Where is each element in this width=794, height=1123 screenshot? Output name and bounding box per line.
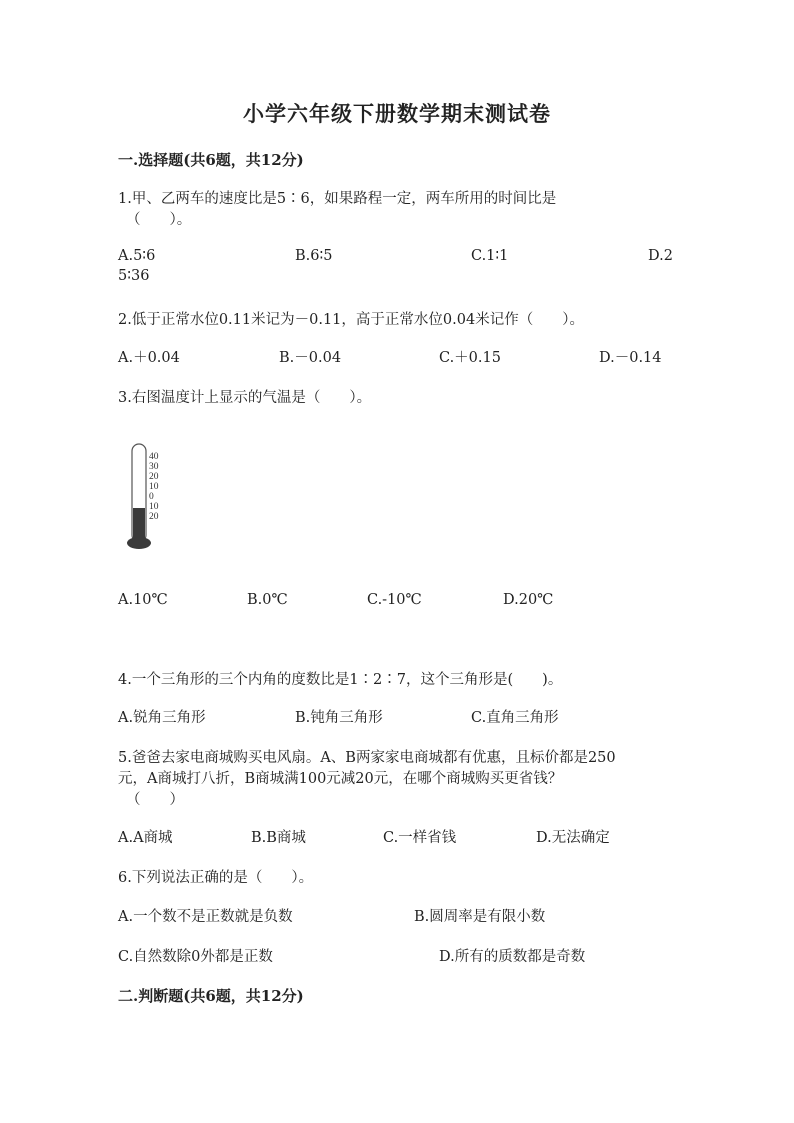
q5-option-a[interactable]: A.A商城 xyxy=(118,830,173,846)
question-5-text-line1: 5.爸爸去家电商城购买电风扇。A、B两家家电商城都有优惠，且标价都是250 xyxy=(118,750,616,766)
question-1-text: 1.甲、乙两车的速度比是5∶6，如果路程一定，两车所用的时间比是 xyxy=(118,191,557,207)
page-title: 小学六年级下册数学期末测试卷 xyxy=(243,101,551,126)
thermo-label-1: 40 xyxy=(149,452,159,462)
q3-option-b[interactable]: B.0℃ xyxy=(247,592,288,608)
q1-option-a[interactable]: A.5∶6 xyxy=(118,248,156,264)
q4-option-b[interactable]: B.钝角三角形 xyxy=(295,710,383,726)
q3-option-c[interactable]: C.-10℃ xyxy=(367,592,422,608)
thermo-label-4: 10 xyxy=(149,482,159,492)
q2-option-a[interactable]: A.＋0.04 xyxy=(118,350,180,366)
question-1-blank: （ ）。 xyxy=(126,212,192,228)
q2-option-c[interactable]: C.＋0.15 xyxy=(439,350,501,366)
q2-option-d[interactable]: D.－0.14 xyxy=(599,350,662,366)
q2-option-b[interactable]: B.－0.04 xyxy=(279,350,342,366)
thermo-label-7: 20 xyxy=(149,512,159,522)
q1-option-b[interactable]: B.6∶5 xyxy=(295,248,333,264)
q3-option-d[interactable]: D.20℃ xyxy=(503,592,554,608)
question-5-blank: （ ） xyxy=(126,792,184,808)
question-5-text-line2: 元，A商城打八折，B商城满100元减20元，在哪个商城购买更省钱？ xyxy=(118,771,563,787)
thermo-label-2: 30 xyxy=(149,462,159,472)
q3-option-a[interactable]: A.10℃ xyxy=(118,592,168,608)
question-2-text: 2.低于正常水位0.11米记为－0.11，高于正常水位0.04米记作（ ）。 xyxy=(118,312,584,328)
q6-option-b[interactable]: B.圆周率是有限小数 xyxy=(414,909,546,925)
q4-option-a[interactable]: A.锐角三角形 xyxy=(118,710,206,726)
thermometer-bulb xyxy=(127,537,151,549)
section-heading-choice: 一.选择题(共6题，共12分) xyxy=(118,151,304,169)
q4-option-c[interactable]: C.直角三角形 xyxy=(471,710,559,726)
thermometer-figure xyxy=(126,442,186,552)
thermo-label-5: 0 xyxy=(149,492,154,502)
section-heading-judgement: 二.判断题(共6题，共12分) xyxy=(118,987,304,1005)
q6-option-d[interactable]: D.所有的质数都是奇数 xyxy=(439,949,586,965)
thermo-label-6: 10 xyxy=(149,502,159,512)
q6-option-c[interactable]: C.自然数除0外都是正数 xyxy=(118,949,273,965)
q5-option-c[interactable]: C.一样省钱 xyxy=(383,830,457,846)
q1-option-c[interactable]: C.1∶1 xyxy=(471,248,509,264)
q1-option-d[interactable]: D.2 xyxy=(648,248,673,264)
question-6-text: 6.下列说法正确的是（ ）。 xyxy=(118,870,314,886)
question-3-text: 3.右图温度计上显示的气温是（ ）。 xyxy=(118,390,372,406)
q6-option-a[interactable]: A.一个数不是正数就是负数 xyxy=(118,909,293,925)
q5-option-d[interactable]: D.无法确定 xyxy=(536,830,610,846)
q5-option-b[interactable]: B.B商城 xyxy=(251,830,306,846)
q1-option-d-wrap: 5∶36 xyxy=(118,268,150,284)
question-4-text: 4.一个三角形的三个内角的度数比是1∶2∶7，这个三角形是( )。 xyxy=(118,672,563,688)
thermo-label-3: 20 xyxy=(149,472,159,482)
